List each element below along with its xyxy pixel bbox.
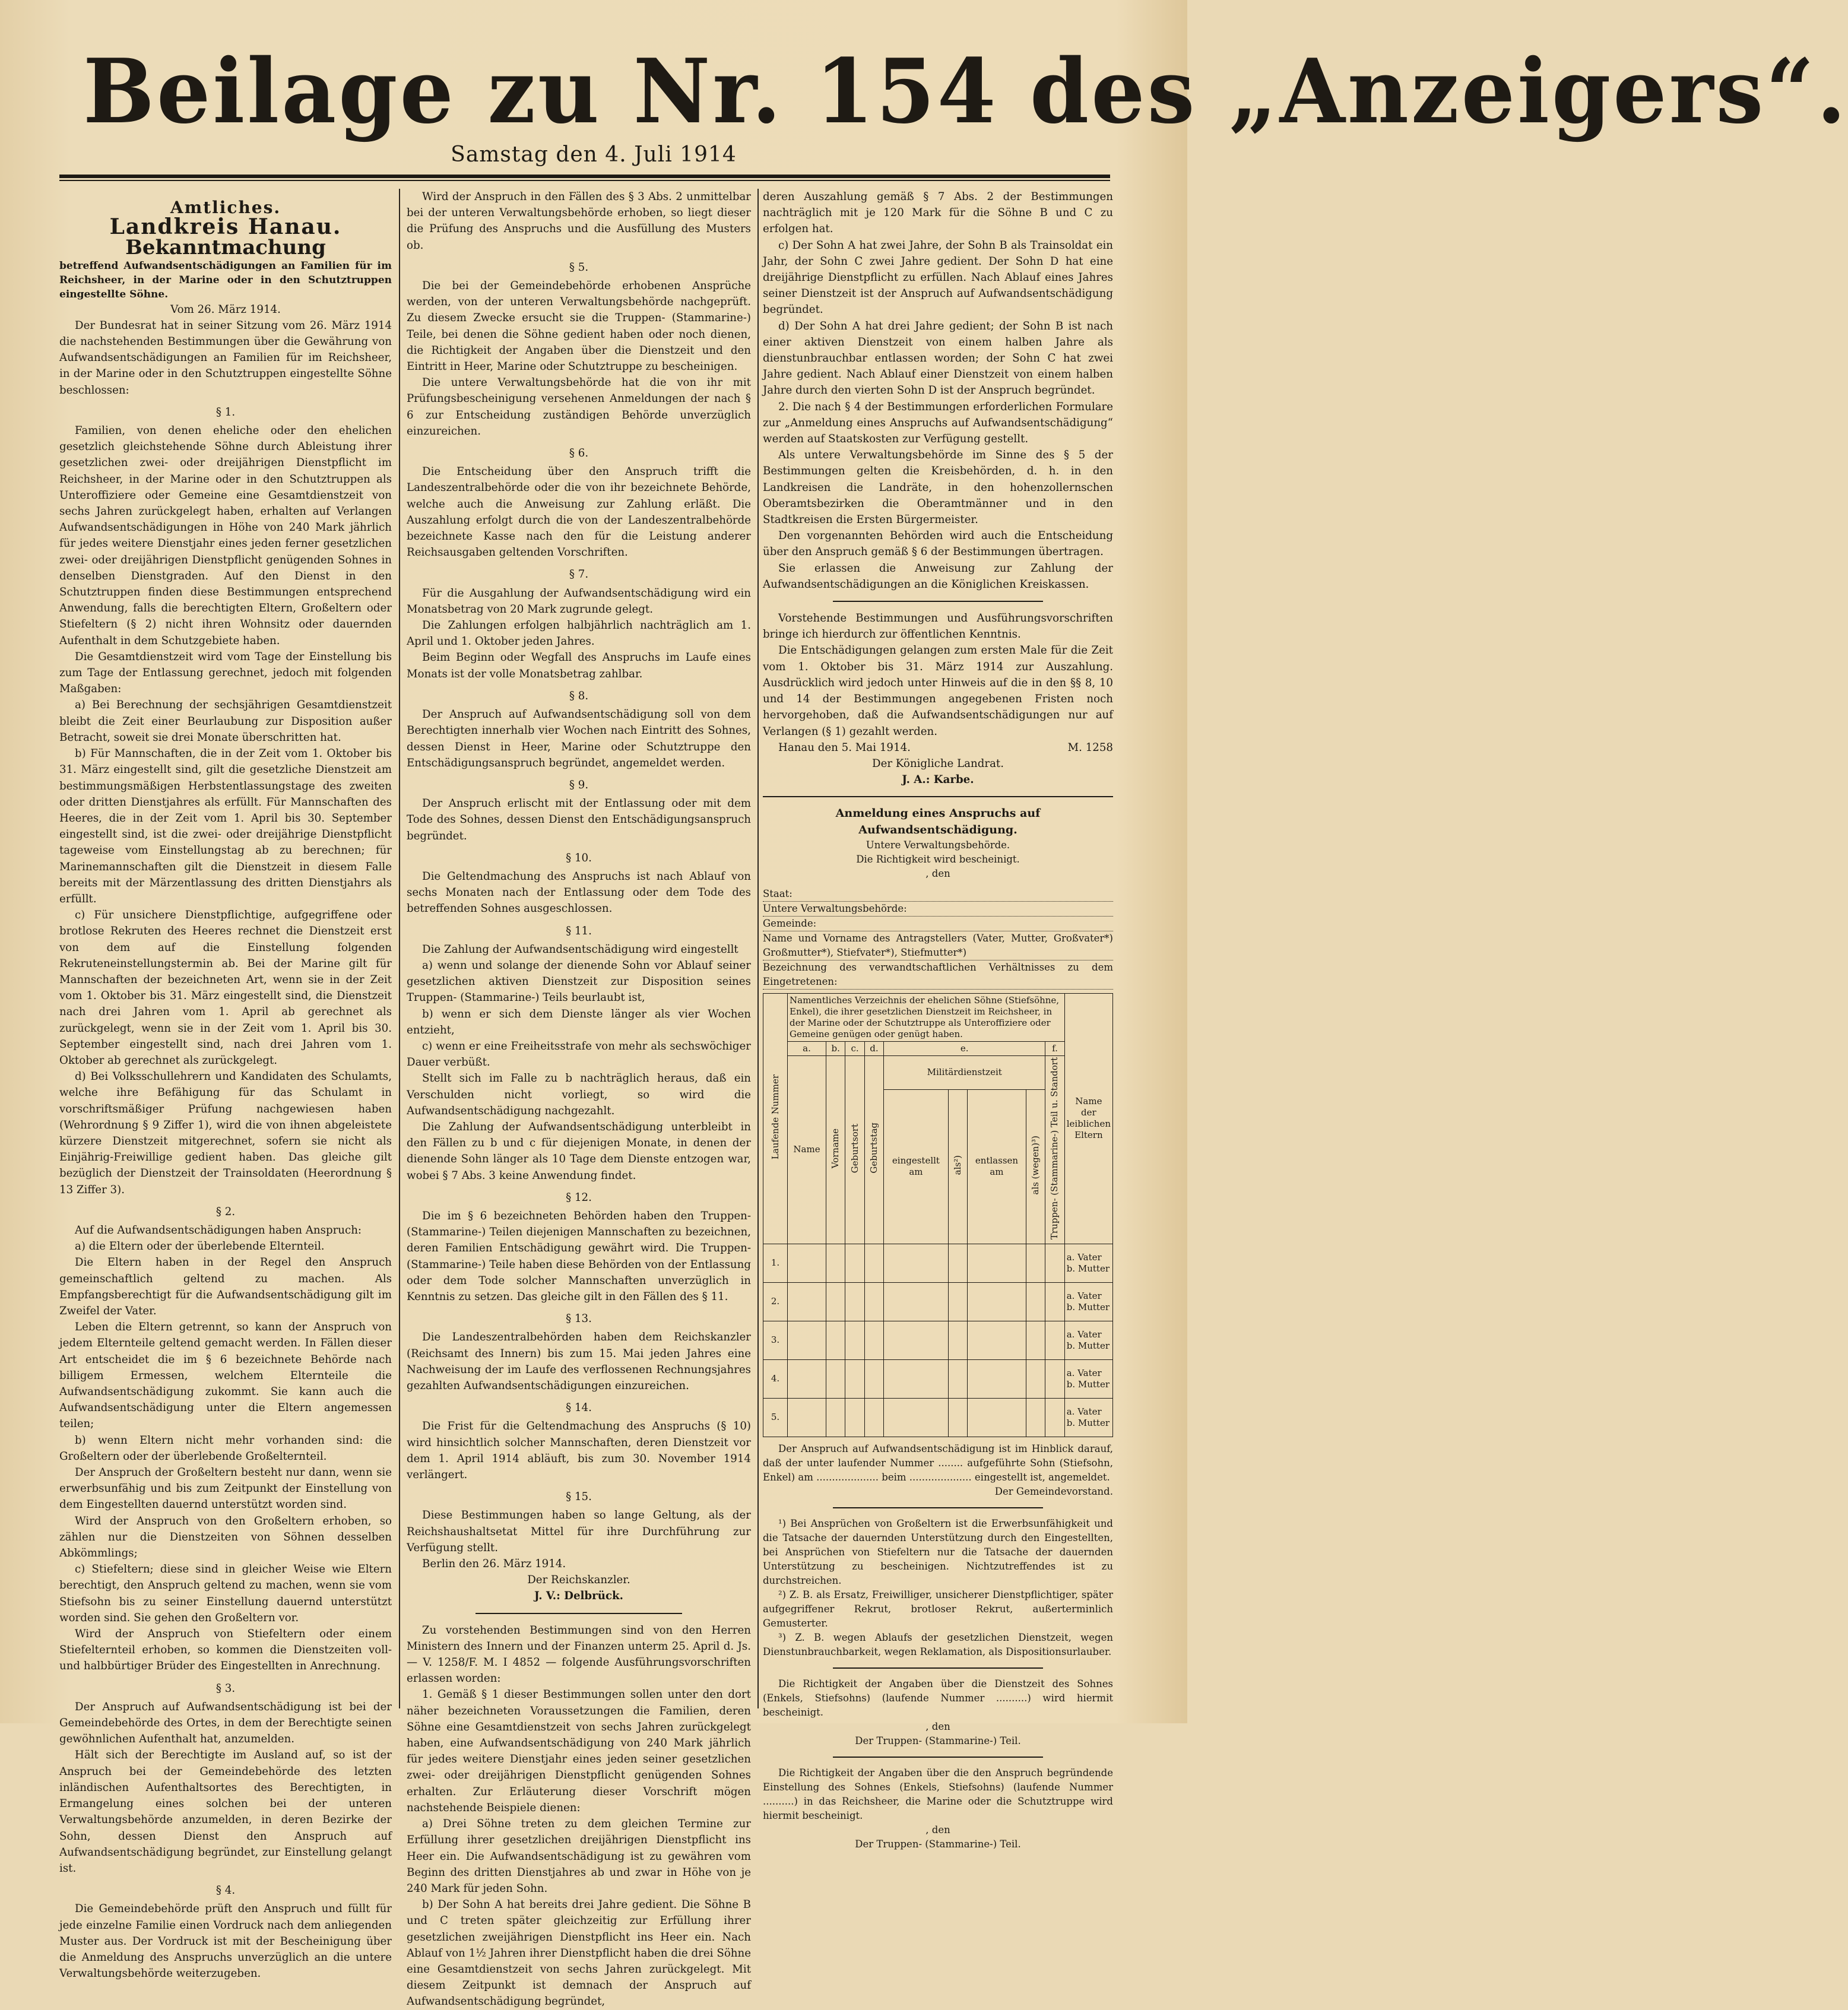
form-field-relationship: Bezeichnung des verwandtschaftlichen Verhältnisses zu dem Eingetretenen: <box>763 960 1113 990</box>
section-number: § 8. <box>569 689 589 702</box>
table-cell <box>826 1398 845 1437</box>
paragraph: a) Drei Söhne treten zu dem gleichen Termine zur Erfüllung ihrer gesetzlichen dreijährigen Dienstpflicht ins Heer ein. Die Aufwandsentschädigung ist zu gewähren vom Beginn des dritten Dienstjahres ab und zwar in Höhe von je 240 Mark für jeden Sohn. <box>407 1818 751 1895</box>
table-cell <box>1045 1244 1065 1282</box>
paragraph: Die Zahlung der Aufwandsentschädigung unterbleibt in den Fällen zu b und c für diejenigen Monate, in denen der dienende Sohn länger als 10 Tage dem Dienste entzogen war, wobei § 7 Abs. 3 keine Anwendung findet. <box>407 1120 751 1182</box>
paragraph: Beim Beginn oder Wegfall des Anspruchs im Laufe eines Monats ist der volle Monatsbetrag zahlbar. <box>407 651 751 680</box>
table-cell <box>788 1244 826 1282</box>
paragraph: Die Zahlung der Aufwandsentschädigung wird eingestellt <box>422 943 738 956</box>
table-cell <box>1045 1398 1065 1437</box>
paragraph: d) Bei Volksschullehrern und Kandidaten des Schulamts, welche ihre Befähigung für das Schulamt in vorschriftsmäßiger Prüfung nachgewiesen haben (Wehrordnung § 9 Ziffer 1), wird die von ihnen abgeleistete kürzere Dienstzeit mitgerechnet, sofern sie nicht als Einjährig-Freiwillige gedient haben. Das gleiche gilt bezüglich der Dienstzeit der Trainsoldaten (Heerordnung § 13 Ziffer 3). <box>59 1070 392 1196</box>
paragraph: Vorstehende Bestimmungen und Ausführungsvorschriften bringe ich hierdurch zur öffentlichen Kenntnis. <box>763 612 1113 641</box>
table-header-cell <box>845 1055 864 1244</box>
father-label: a. Vater <box>1066 1329 1102 1340</box>
paragraph: Diese Bestimmungen haben so lange Geltung, als der Reichshaushaltsetat Mittel für ihre Durchführung zur Verfügung stellt. <box>407 1509 751 1554</box>
table-cell <box>864 1244 883 1282</box>
father-label: a. Vater <box>1066 1251 1102 1263</box>
table-header-label: Vorname <box>830 1128 841 1168</box>
table-cell <box>864 1398 883 1437</box>
column-3 <box>763 189 1113 1850</box>
mother-label: b. Mutter <box>1066 1263 1110 1274</box>
table-cell <box>826 1244 845 1282</box>
table-cell <box>1026 1321 1045 1359</box>
column-2 <box>407 189 751 2008</box>
table-cell <box>884 1359 948 1398</box>
father-label: a. Vater <box>1066 1290 1102 1301</box>
paragraph: Der Anspruch auf Aufwandsentschädigung ist im Hinblick darauf, daß der unter laufender Nummer ........ aufgeführte Sohn (Stiefsohn, Enkel) am .................... beim .................... eingestellt ist, angemeldet. <box>763 1442 1113 1483</box>
father-label: a. Vater <box>1066 1406 1102 1417</box>
table-cell <box>884 1321 948 1359</box>
paragraph: d) Der Sohn A hat drei Jahre gedient; der Sohn B ist nach einer aktiven Dienstzeit von einem halben Jahre als dienstunbrauchbar entlassen worden; der Sohn C hat zwei Jahre gedient. Nach Ablauf einer Dienstzeit von einem halben Jahre durch den vierten Sohn D ist der Anspruch begründet. <box>763 319 1113 397</box>
table-cell <box>1026 1244 1045 1282</box>
column-separator <box>399 189 400 1708</box>
table-cell <box>864 1282 883 1321</box>
dateline: Samstag den 4. Juli 1914 <box>451 142 737 167</box>
table-header-label: Geburtstag <box>868 1123 879 1174</box>
paragraph: Die Gemeindebehörde prüft den Anspruch und füllt für jede einzelne Familie einen Vordruck nach dem anliegenden Muster aus. Der Vordruck ist mit der Bescheinigung über die Anmeldung des Anspruchs unverzüglich an die untere Verwaltungsbehörde weiterzugeben. <box>59 1903 392 1980</box>
paragraph: 1. Gemäß § 1 dieser Bestimmungen sollen unter den dort näher bezeichneten Voraussetzungen die Familien, deren Söhne eine Gesamtdienstzeit von sechs Jahren zurückgelegt haben, eine Aufwandsentschädigung von 240 Mark jährlich für jedes weitere Dienstjahr eines jeden seiner gesetzlichen zwei- oder dreijährigen Dienstpflicht genügenden Sohnes erhalten. Zur Erläuterung dieser Vorschrift mögen nachstehende Beispiele dienen: <box>407 1688 751 1814</box>
masthead-title: Beilage zu Nr. 154 des „Anzeigers“. <box>83 40 1848 144</box>
paragraph: Der Anspruch erlischt mit der Entlassung oder mit dem Tode des Sohnes, dessen Dienst den Entschädigungsanspruch begründet. <box>407 797 751 842</box>
paragraph: 2. Die nach § 4 der Bestimmungen erforderlichen Formulare zur „Anmeldung eines Anspruchs auf Aufwandsentschädigung“ werden auf Staatskosten zur Verfügung gestellt. <box>763 400 1113 446</box>
table-cell <box>1045 1359 1065 1398</box>
section-number: § 1. <box>215 405 236 419</box>
divider <box>833 1667 1043 1669</box>
reference-number: M. 1258 <box>1067 741 1113 754</box>
table-cell <box>845 1359 864 1398</box>
certification: Die Richtigkeit der Angaben über die Dienstzeit des Sohnes (Enkels, Stiefsohns) (laufende Nummer ..........) wird hiermit bescheinigt. <box>763 1678 1113 1718</box>
table-cell <box>1026 1398 1045 1437</box>
signature: J. V.: Delbrück. <box>534 1590 623 1603</box>
paragraph: Der Anspruch der Großeltern besteht nur dann, wenn sie erwerbsunfähig und bis zum Zeitpunkt der Einstellung von dem Eingestellten dauernd unterstützt worden sind. <box>59 1466 392 1511</box>
paragraph: c) Stiefeltern; diese sind in gleicher Weise wie Eltern berechtigt, den Anspruch geltend zu machen, wenn sie vom Stiefsohn bis zu seiner Einstellung dauernd unterstützt worden sind. Sie gehen den Großeltern vor. <box>59 1563 392 1624</box>
section-number: § 12. <box>566 1191 592 1204</box>
table-cell <box>948 1321 967 1359</box>
paragraph: b) wenn er sich dem Dienste länger als vier Wochen entzieht, <box>407 1007 751 1036</box>
paragraph: Die im § 6 bezeichneten Behörden haben den Truppen- (Stammarine-) Teilen diejenigen Mannschaften zu bezeichnen, deren Familien Entschädigung gewährt wird. Die Truppen- (Stammarine-) Teile haben diese Behörden von der Entlassung oder dem Tode solcher Mannschaften unverzüglich in Kenntnis zu setzen. Das gleiche gilt in den Fällen des § 11. <box>407 1209 751 1303</box>
divider <box>833 1507 1043 1508</box>
form-certification: Die Richtigkeit wird bescheinigt. <box>856 853 1020 865</box>
table-header-cell <box>948 1089 967 1244</box>
mother-label: b. Mutter <box>1066 1301 1110 1312</box>
row-number: 3. <box>763 1321 788 1359</box>
column-separator <box>757 189 759 1708</box>
table-header-cell <box>864 1055 883 1244</box>
table-cell <box>826 1359 845 1398</box>
paragraph: Die Entscheidung über den Anspruch trifft die Landeszentralbehörde oder die von ihr bezeichnete Behörde, welche auch die Anweisung zur Zahlung erläßt. Die Auszahlung erfolgt durch die von der Landeszentralbehörde bezeichnete Kasse nach den für die Leistung anderer Reichsausgaben geltenden Vorschriften. <box>407 465 751 559</box>
table-cell <box>968 1244 1026 1282</box>
table-header-label: Truppen- (Stammarine-) Teil u. Standort <box>1049 1057 1060 1239</box>
section-number: § 15. <box>566 1491 592 1504</box>
table-header-label: eingestellt <box>892 1155 940 1166</box>
paragraph: Die Entschädigungen gelangen zum ersten Male für die Zeit vom 1. Oktober bis 31. März 1914 zur Auszahlung. Ausdrücklich wird jedoch unter Hinweis auf die in den §§ 8, 10 und 14 der Bestimmungen angegebenen Fristen noch hervorgehoben, daß die Aufwandsentschädigungen nur auf Verlangen (§ 1) gezahlt werden. <box>763 644 1113 738</box>
paragraph: c) Für unsichere Dienstpflichtige, aufgegriffene oder brotlose Rekruten des Heeres rechnet die Dienstzeit erst von dem auf die Einstellung folgenden Rekruteneinstellungstermin ab. Bei der Marine gilt für Mannschaften der bezeichneten Art, wenn sie in der Zeit vom 1. Oktober bis 31. März eingestellt sind, die Dienstzeit nach drei Jahren vom 1. April ab gerechnet als zurückgelegt, wenn sie in der Zeit vom 1. April bis 30. September eingestellt sind, nach drei Jahren vom 1. Oktober ab gerechnet als zurückgelegt. <box>59 909 392 1067</box>
mother-label: b. Mutter <box>1066 1378 1110 1390</box>
divider <box>476 1613 682 1614</box>
signature-title: Der Königliche Landrat. <box>871 757 1004 770</box>
section-number: § 11. <box>566 924 592 937</box>
paragraph: Hält sich der Berechtigte im Ausland auf, so ist der Anspruch bei der Gemeindebehörde des letzten inländischen Aufenthaltsortes des Berechtigten, in Ermangelung eines solchen bei der unteren Verwaltungsbehörde anzumelden, in deren Bezirke der Sohn, dessen Dienst den Anspruch auf Aufwandsentschädigung begründet, zur Einstellung gelangt ist. <box>59 1749 392 1875</box>
section-number: § 9. <box>569 778 589 791</box>
form-fields <box>763 887 1113 990</box>
section-number: § 14. <box>566 1402 592 1415</box>
paragraph: Den vorgenannten Behörden wird auch die Entscheidung über den Anspruch gemäß § 6 der Bestimmungen übertragen. <box>763 530 1113 559</box>
table-cell <box>845 1244 864 1282</box>
form-field-applicant: Name und Vorname des Antragstellers (Vater, Mutter, Großvater*) Großmutter*), Stiefvater*), Stiefmutter*) <box>763 931 1113 960</box>
signature-title: Der Truppen- (Stammarine-) Teil. <box>855 1735 1021 1746</box>
paragraph: c) wenn er eine Freiheitsstrafe von mehr als sechswöchiger Dauer verbüßt. <box>407 1039 751 1069</box>
paragraph: Die Eltern haben in der Regel den Anspruch gemeinschaftlich geltend zu machen. Als Empfangsberechtigt für die Aufwandsentschädigung gilt im Zweifel der Vater. <box>59 1256 392 1317</box>
paragraph: Die Frist für die Geltendmachung des Anspruchs (§ 10) wird hinsichtlich solcher Mannschaften, deren Dienstzeit vor dem 1. April 1914 abläuft, bis zum 30. November 1914 verlängert. <box>407 1420 751 1482</box>
table-header-label: entlassen <box>975 1155 1019 1166</box>
table-header-cell: e. <box>884 1041 1045 1055</box>
table-cell <box>948 1359 967 1398</box>
table-cell <box>864 1359 883 1398</box>
paragraph: deren Auszahlung gemäß § 7 Abs. 2 der Bestimmungen nachträglich mit je 120 Mark für die Söhne B und C zu erfolgen hat. <box>763 191 1113 236</box>
table-cell <box>1045 1282 1065 1321</box>
paragraph: a) wenn und solange der dienende Sohn vor Ablauf seiner gesetzlichen aktiven Dienstzeit zur Disposition seines Truppen- (Stammarine-) Teils beurlaubt ist, <box>407 959 751 1004</box>
form-title: Anmeldung eines Anspruchs auf Aufwandsentschädigung. <box>835 807 1041 836</box>
table-cell <box>968 1359 1026 1398</box>
paragraph: Leben die Eltern getrennt, so kann der Anspruch von jedem Elternteile geltend gemacht werden. In Fällen dieser Art entscheidet die im § 6 bezeichnete Behörde nach billigem Ermessen, welchem Elternteile die Aufwandsentschädigung zukommt. Sie kann auch die Aufwandsentschädigung unter die Eltern angemessen teilen; <box>59 1321 392 1431</box>
table-header-cell <box>1045 1055 1065 1244</box>
form-subtitle: Untere Verwaltungsbehörde. <box>866 839 1010 851</box>
parents-cell <box>1064 1321 1112 1359</box>
paragraph: b) Der Sohn A hat bereits drei Jahre gedient. Die Söhne B und C treten später gleichzeitig zur Erfüllung ihrer gesetzlichen zweijährigen Dienstpflicht ins Heer ein. Nach Ablauf von 1½ Jahren ihrer Dienstpflicht haben die drei Söhne eine Gesamtdienstzeit von sechs Jahren zurückgelegt. Mit diesem Zeitpunkt ist demnach der Anspruch auf Aufwandsentschädigung begründet, <box>407 1898 751 2008</box>
footnote: ²) Z. B. als Ersatz, Freiwilliger, unsicherer Dienstpflichtiger, später aufgegriffener Rekrut, brotloser Rekrut, außerterminlich Gemusterter. <box>763 1589 1113 1629</box>
paragraph: Sie erlassen die Anweisung zur Zahlung der Aufwandsentschädigungen an die Königlichen Kreiskassen. <box>763 562 1113 591</box>
table-cell <box>826 1282 845 1321</box>
mother-label: b. Mutter <box>1066 1417 1110 1428</box>
section-number: § 5. <box>569 261 589 274</box>
row-number: 4. <box>763 1359 788 1398</box>
table-header-cell: d. <box>864 1041 883 1055</box>
table-cell <box>948 1398 967 1437</box>
section-number: § 2. <box>215 1205 236 1218</box>
paragraph: Die untere Verwaltungsbehörde hat die von ihr mit Prüfungsbescheinigung versehenen Anmeldungen der nach § 6 zur Entscheidung zuständigen Behörde unverzüglich einzureichen. <box>407 376 751 437</box>
table-cell <box>884 1398 948 1437</box>
parents-cell <box>1064 1398 1112 1437</box>
table-header-cell: c. <box>845 1041 864 1055</box>
father-label: a. Vater <box>1066 1367 1102 1378</box>
paragraph: c) Der Sohn A hat zwei Jahre, der Sohn B als Trainsoldat ein Jahr, der Sohn C zwei Jahre gedient. Der Sohn D hat eine dreijährige Dienstpflicht zu erfüllen. Nach Ablauf eines Jahres seiner Dienstzeit ist der Anspruch auf Aufwandsentschädigung begründet. <box>763 239 1113 316</box>
paragraph: Als untere Verwaltungsbehörde im Sinne des § 5 der Bestimmungen gelten die Kreisbehörden, d. h. in den Landkreisen die Landräte, in den hohenzollernschen Oberamtsbezirken die Oberamtmänner und in den Stadtkreisen die Ersten Bürgermeister. <box>763 449 1113 527</box>
signature: J. A.: Karbe. <box>902 773 974 787</box>
table-header-cell: Militärdienstzeit <box>884 1055 1045 1089</box>
table-header-label: Laufende Nummer <box>769 1074 781 1160</box>
table-cell <box>826 1321 845 1359</box>
paragraph: Auf die Aufwandsentschädigungen haben Anspruch: <box>75 1223 362 1237</box>
table-header-label: Geburtsort <box>849 1123 860 1173</box>
paragraph: Wird der Anspruch in den Fällen des § 3 Abs. 2 unmittelbar bei der unteren Verwaltungsbehörde erhoben, so liegt dieser die Prüfung des Anspruchs und die Ausfüllung des Musters ob. <box>407 191 751 252</box>
place-date: Hanau den 5. Mai 1914. <box>778 741 911 754</box>
table-cell <box>968 1321 1026 1359</box>
table-cell <box>788 1282 826 1321</box>
paragraph: Der Bundesrat hat in seiner Sitzung vom 26. März 1914 die nachstehenden Bestimmungen über die Gewährung von Aufwandsentschädigungen an Familien für im Reichsheer, in der Marine oder in den Schutztruppen eingestellte Söhne beschlossen: <box>59 319 392 397</box>
section-number: § 10. <box>566 851 592 864</box>
section-number: § 3. <box>215 1682 236 1695</box>
paragraph: Die Zahlungen erfolgen halbjährlich nachträglich am 1. April und 1. Oktober jeden Jahres. <box>407 619 751 648</box>
table-cell <box>948 1244 967 1282</box>
section-heading: Amtliches. <box>170 198 281 217</box>
form-field-municipality: Gemeinde: <box>763 917 1113 931</box>
paragraph: Die bei der Gemeindebehörde erhobenen Ansprüche werden, von der unteren Verwaltungsbehörde nachgeprüft. Zu diesem Zwecke ersucht sie die Truppen- (Stammarine-) Teile, bei denen die Söhne gedient haben oder noch dienen, die Richtigkeit der Angaben über die Dienstzeit und den Eintritt in Heer, Marine oder Schutztruppe zu bescheinigen. <box>407 280 751 373</box>
table-row <box>763 1321 1113 1359</box>
parents-cell <box>1064 1282 1112 1321</box>
place-date: Berlin den 26. März 1914. <box>422 1558 566 1571</box>
announcement-subject: betreffend Aufwandsentschädigungen an Familien für im Reichsheer, in der Marine oder in den Schutztruppen eingestellte Söhne. <box>59 259 392 300</box>
row-number: 2. <box>763 1282 788 1321</box>
announcement-date: Vom 26. März 1914. <box>170 303 281 316</box>
table-header-cell: f. <box>1045 1041 1065 1055</box>
table-header-cell: Name <box>788 1055 826 1244</box>
table-cell <box>1026 1282 1045 1321</box>
table-header-cell <box>884 1089 948 1244</box>
paragraph: Für die Ausgahlung der Aufwandsentschädigung wird ein Monatsbetrag von 20 Mark zugrunde gelegt. <box>407 586 751 616</box>
section-number: § 13. <box>566 1312 592 1326</box>
paragraph: Wird der Anspruch von Stiefeltern oder einem Stiefelternteil erhoben, so kommen die Dienstzeiten voll- und halbbürtiger Brüder des Eingestellten in Anrechnung. <box>59 1628 392 1673</box>
paragraph: Der Anspruch auf Aufwandsentschädigung soll von dem Berechtigten innerhalb vier Wochen nach Eintritt des Sohnes, dessen Dienst in Heer, Marine oder Schutztruppe den Entschädigungsanspruch begründet, angemeldet werden. <box>407 708 751 769</box>
paragraph: a) die Eltern oder der überlebende Elternteil. <box>75 1240 325 1253</box>
table-header-cell: a. <box>788 1041 826 1055</box>
paragraph: Stellt sich im Falle zu b nachträglich heraus, daß ein Verschulden nicht vorliegt, so wird die Aufwandsentschädigung nachgezahlt. <box>407 1072 751 1117</box>
table-header-label: am <box>909 1166 923 1178</box>
table-header-label: als²) <box>952 1155 963 1175</box>
divider <box>833 601 1043 602</box>
table-cell <box>1045 1321 1065 1359</box>
announcement-heading: Bekanntmachung <box>125 236 326 260</box>
table-header-label: am <box>990 1166 1004 1178</box>
row-number: 5. <box>763 1398 788 1437</box>
table-header-cell <box>763 993 788 1244</box>
masthead-rule <box>59 175 1110 181</box>
form-field-authority: Untere Verwaltungsbehörde: <box>763 902 1113 917</box>
signature-title: Der Gemeindevorstand. <box>994 1485 1113 1497</box>
table-row <box>763 1282 1113 1321</box>
row-number: 1. <box>763 1244 788 1282</box>
form-field-staat: Staat: <box>763 887 1113 902</box>
table-cell <box>968 1398 1026 1437</box>
paragraph: Der Anspruch auf Aufwandsentschädigung ist bei der Gemeindebehörde des Ortes, in dem der Berechtigte seinen gewöhnlichen Aufenthalt hat, anzumelden. <box>59 1700 392 1746</box>
table-cell <box>884 1244 948 1282</box>
section-number: § 7. <box>569 568 589 581</box>
table-cell <box>948 1282 967 1321</box>
column-1 <box>59 189 392 1980</box>
table-cell <box>845 1398 864 1437</box>
certification-date-line: , den <box>925 1720 950 1732</box>
footnote: ³) Z. B. wegen Ablaufs der gesetzlichen Dienstzeit, wegen Dienstunbrauchbarkeit, wegen Reklamation, als Dispositionsurlauber. <box>763 1631 1113 1657</box>
table-cell <box>968 1282 1026 1321</box>
parents-cell <box>1064 1244 1112 1282</box>
form-date-line: , den <box>925 867 950 879</box>
parents-cell <box>1064 1359 1112 1398</box>
paragraph: b) Für Mannschaften, die in der Zeit vom 1. Oktober bis 31. März eingestellt sind, gilt die gesetzliche Dienstzeit am bestimmungsmäßigen Herbstentlassungstage des zweiten oder dritten Dienstjahres als erfüllt. Für Mannschaften des Heeres, die in der Zeit vom 1. April bis 30. September eingestellt sind, ist die zwei- oder dreijährige Dienstpflicht tageweise vom Einstellungstag ab zu berechnen; für Marinemannschaften gilt die Dienstzeit in diesem Falle bereits mit der Märzentlassung des dritten Dienstjahrs als erfüllt. <box>59 747 392 905</box>
section-number: § 6. <box>569 447 589 460</box>
table-header-cell <box>826 1055 845 1244</box>
paragraph: a) Bei Berechnung der sechsjährigen Gesamtdienstzeit bleibt die Zeit einer Beurlaubung zur Disposition außer Betracht, soweit sie drei Monate überschritten hat. <box>59 699 392 744</box>
table-header-cell <box>968 1089 1026 1244</box>
table-header-cell: Namentliches Verzeichnis der ehelichen Söhne (Stiefsöhne, Enkel), die ihrer gesetzlichen Dienstzeit im Reichsheer, in der Marine oder der Schutztruppe als Unteroffiziere oder Gemeine genügen oder genügt haben. <box>788 993 1065 1041</box>
certification-date-line: , den <box>925 1824 950 1835</box>
signature-title: Der Reichskanzler. <box>527 1574 630 1587</box>
table-header-cell: b. <box>826 1041 845 1055</box>
district-heading: Landkreis Hanau. <box>109 214 342 240</box>
footnote: ¹) Bei Ansprüchen von Großeltern ist die Erwerbsunfähigkeit und die Tatsache der dauernden Unterstützung durch den Eingestellten, bei Ansprüchen von Stiefeltern nur die Tatsache der dauernden Unterstützung zu bescheinigen. Nichtzutreffendes ist zu durchstreichen. <box>763 1517 1113 1586</box>
place-date-row <box>763 740 1113 756</box>
divider <box>763 796 1113 797</box>
table-cell <box>845 1282 864 1321</box>
paragraph: Die Gesamtdienstzeit wird vom Tage der Einstellung bis zum Tage der Entlassung gerechnet, jedoch mit folgenden Maßgaben: <box>59 650 392 696</box>
table-body <box>763 1244 1113 1437</box>
certification: Die Richtigkeit der Angaben über die den Anspruch begründende Einstellung des Sohnes (Enkels, Stiefsohns) (laufende Nummer ..........) in das Reichsheer, die Marine oder die Schutztruppe wird hiermit bescheinigt. <box>763 1767 1113 1821</box>
signature-title: Der Truppen- (Stammarine-) Teil. <box>855 1838 1021 1850</box>
section-number: § 4. <box>215 1884 236 1897</box>
table-header-label: als (wegen)³) <box>1030 1135 1041 1195</box>
paragraph: Die Landeszentralbehörden haben dem Reichskanzler (Reichsamt des Innern) bis zum 15. Mai jeden Jahres eine Nachweisung der im Laufe des verflossenen Rechnungsjahres gezahlten Aufwandsentschädigungen einzureichen. <box>407 1331 751 1393</box>
table-cell <box>864 1321 883 1359</box>
paragraph: Die Geltendmachung des Anspruchs ist nach Ablauf von sechs Monaten nach der Entlassung oder dem Tode des betreffenden Sohnes ausgeschlossen. <box>407 870 751 915</box>
paragraph: b) wenn Eltern nicht mehr vorhanden sind: die Großeltern oder der überlebende Großelternteil. <box>59 1434 392 1463</box>
table-header-cell: Name der leiblichen Eltern <box>1064 993 1112 1244</box>
claim-form-table <box>763 993 1113 1437</box>
paragraph: Wird der Anspruch von den Großeltern erhoben, so zählen nur die Dienstzeiten von Söhnen desselben Abkömmlings; <box>59 1514 392 1560</box>
table-row <box>763 1244 1113 1282</box>
table-cell <box>884 1282 948 1321</box>
table-cell <box>1026 1359 1045 1398</box>
table-cell <box>845 1321 864 1359</box>
paragraph: Zu vorstehenden Bestimmungen sind von den Herren Ministern des Innern und der Finanzen unterm 25. April d. Js. — V. 1258/F. M. I 4852 — folgende Ausführungsvorschriften erlassen worden: <box>407 1624 751 1685</box>
table-cell <box>788 1359 826 1398</box>
mother-label: b. Mutter <box>1066 1340 1110 1351</box>
table-row <box>763 1359 1113 1398</box>
divider <box>833 1757 1043 1758</box>
table-row <box>763 1398 1113 1437</box>
table-cell <box>788 1398 826 1437</box>
paragraph: Familien, von denen eheliche oder den ehelichen gesetzlich gleichstehende Söhne durch Ableistung ihrer gesetzlichen zwei- oder dreijährigen Dienstpflicht im Reichsheer, in der Marine oder in den Schutztruppen als Unteroffiziere oder Gemeine eine Gesamtdienstzeit von sechs Jahren zurückgelegt haben, erhalten auf Verlangen Aufwandsentschädigungen in Höhe von 240 Mark jährlich für jedes weitere Dienstjahr eines jeden ferner gesetzlichen zwei- oder dreijährigen Dienstpflicht genügenden Sohnes in denselben Dienstgraden. Auf den Dienst in den Schutztruppen finden diese Bestimmungen entsprechend Anwendung, falls die berechtigten Eltern, Großeltern oder Stiefeltern (§ 2) nicht ihren Wohnsitz oder dauernden Aufenthalt in dem Schutzgebiete haben. <box>59 424 392 647</box>
table-header-cell <box>1026 1089 1045 1244</box>
table-cell <box>788 1321 826 1359</box>
